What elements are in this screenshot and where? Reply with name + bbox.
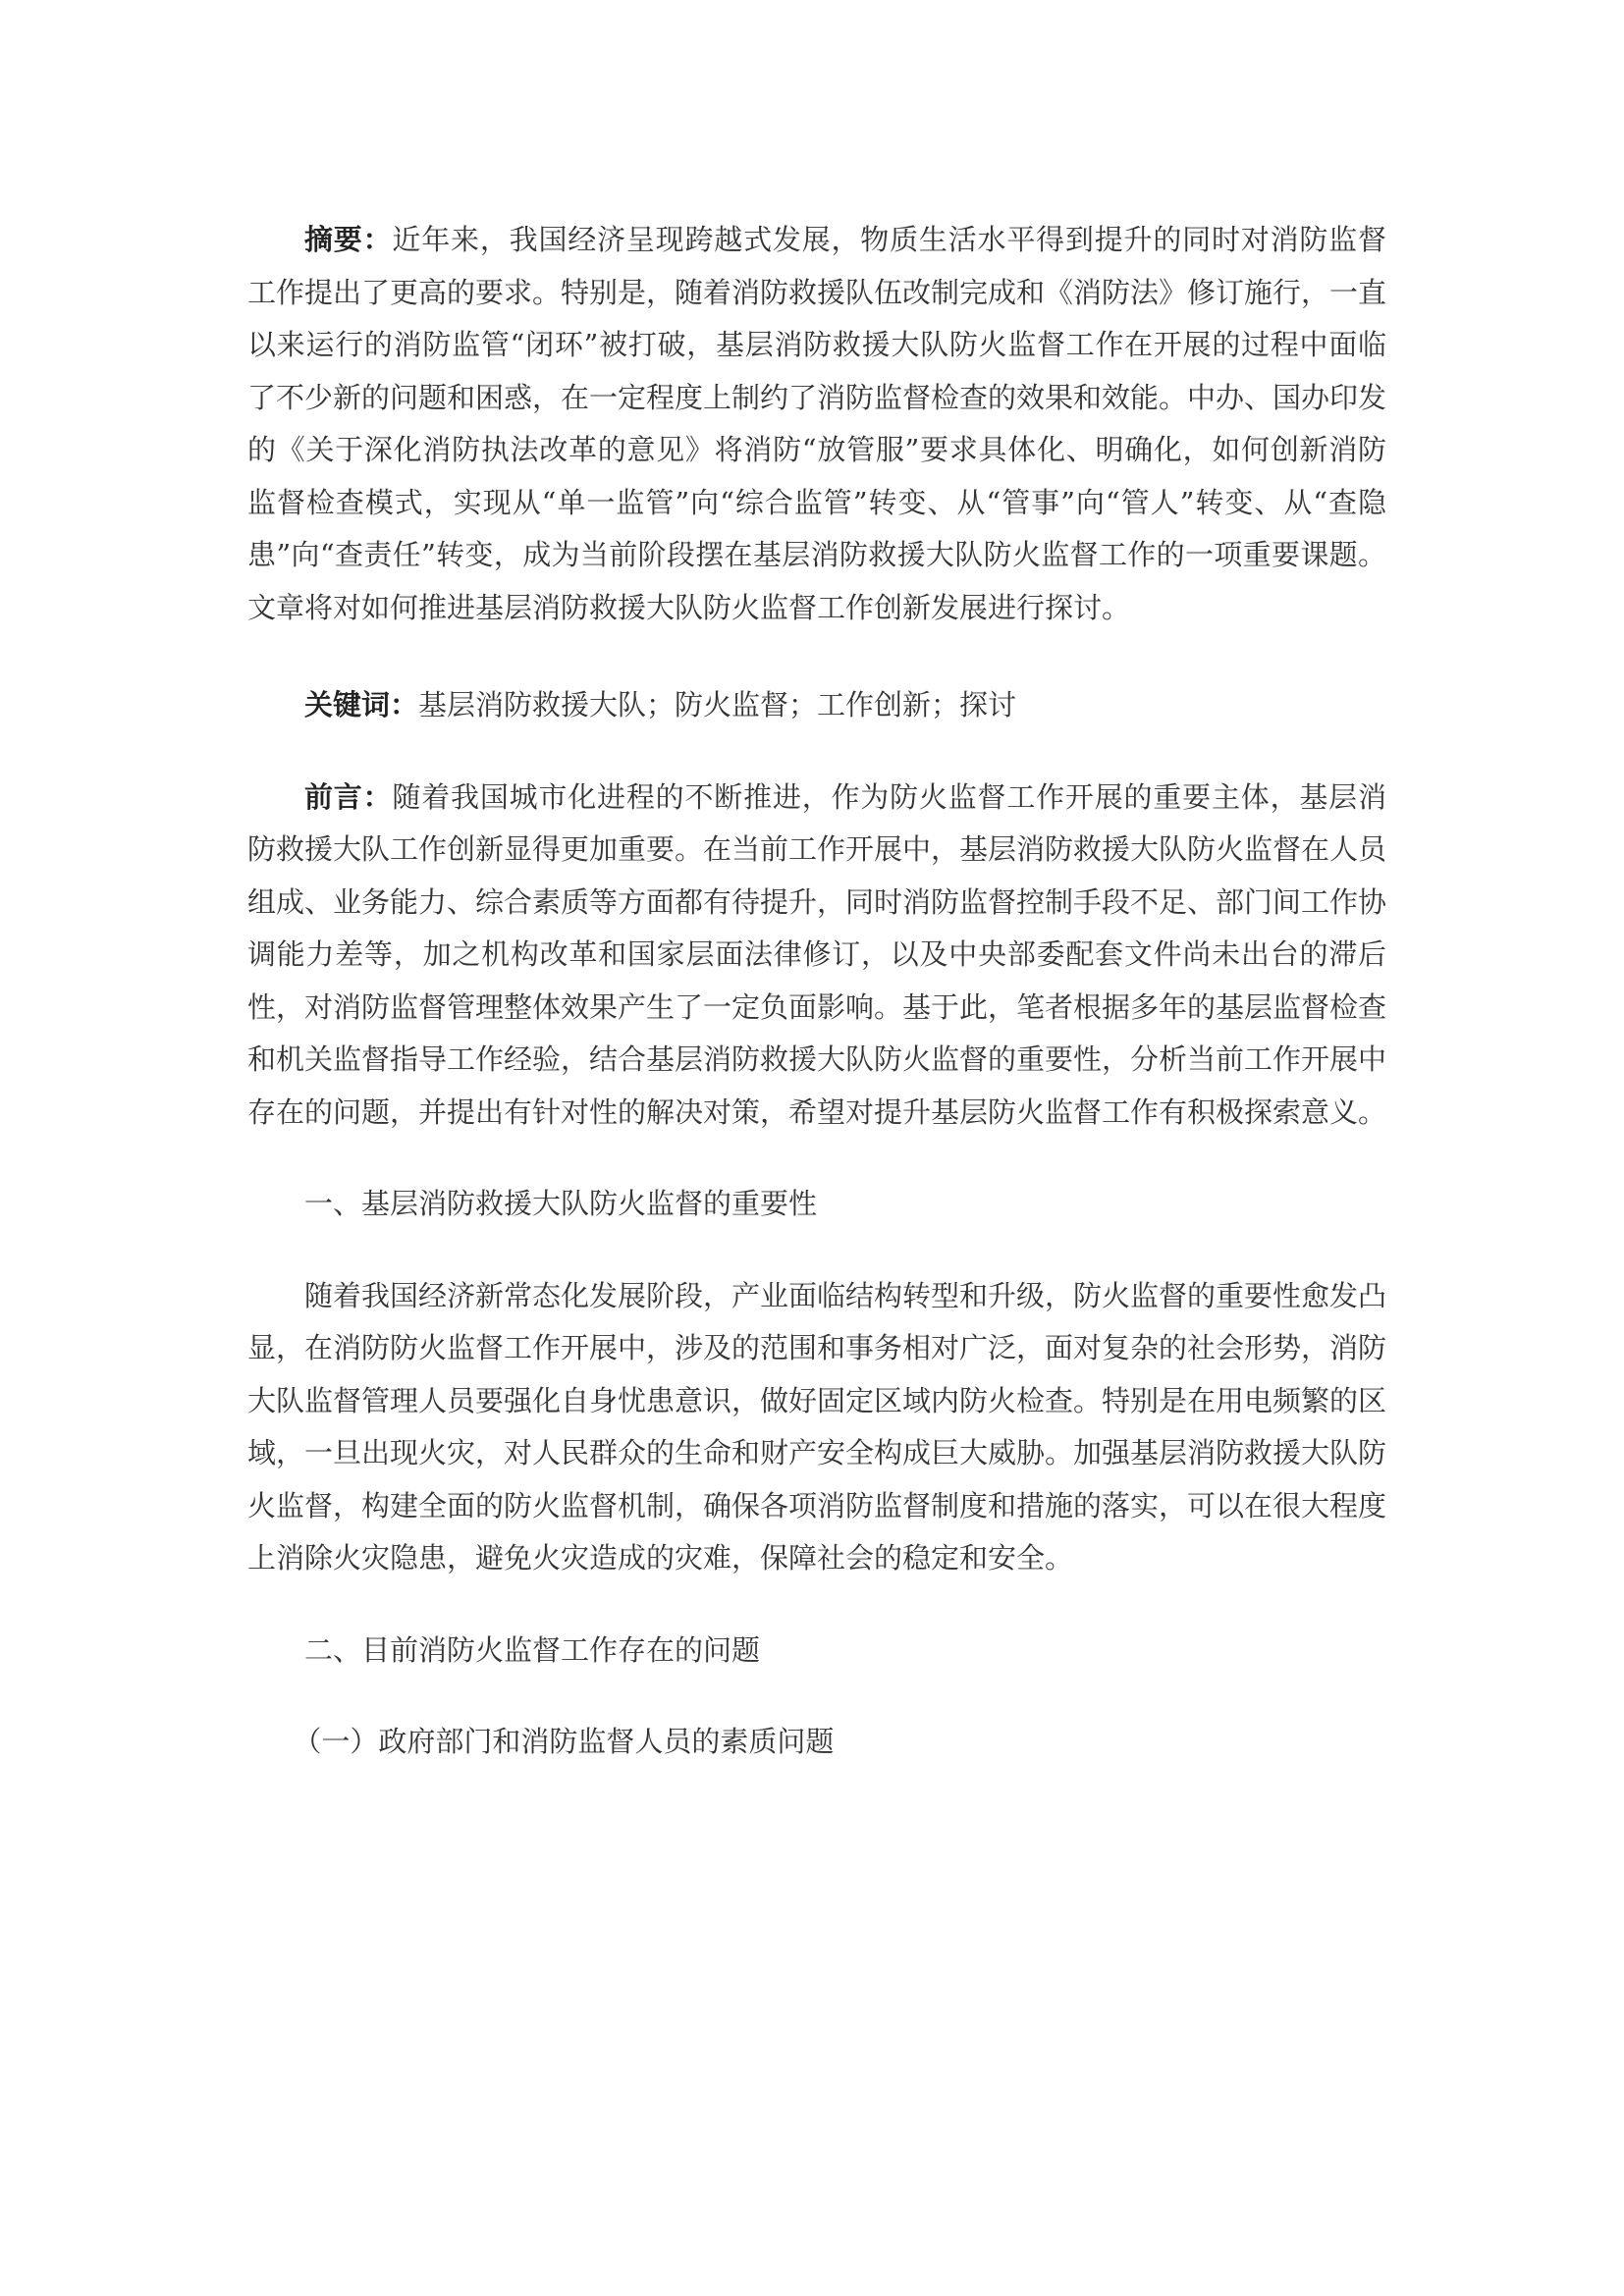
section2-heading: 二、目前消防火监督工作存在的问题 — [304, 1632, 761, 1667]
section1-heading: 一、基层消防救援大队防火监督的重要性 — [304, 1187, 818, 1220]
section1-paragraph: 随着我国经济新常态化发展阶段，产业面临结构转型和升级，防火监督的重要性愈发凸显，在消防防火监督工作开展中，涉及的范围和事务相对广泛，面对复杂的社会形势，消防大队监督管理人员要强化自身忧患意识，做好固定区域内防火检查。特别是在用电频繁的区域，一旦出现火灾，对人民群众的生命和财产安全构成巨大威胁。加强基层消防救援大队防火监督，构建全面的防火监督机制，确保各项消防监督制度和措施的落实，可以在很大程度上消除火灾隐患，避免火灾造成的灾难，保障社会的稳定和安全。 — [247, 1278, 1387, 1575]
keywords-paragraph — [247, 679, 1386, 732]
keywords-text: 基层消防救援大队；防火监督；工作创新；探讨 — [418, 688, 1017, 721]
abstract-text: 近年来，我国经济呈现跨越式发展，物质生活水平得到提升的同时对消防监督工作提出了更高的要求。特别是，随着消防救援队伍改制完成和《消防法》修订施行，一直以来运行的消防监管“闭环”被打破，基层消防救援大队防火监督工作在开展的过程中面临了不少新的问题和困惑，在一定程度上制约了消防监督检查的效果和效能。中办、国办印发的《关于深化消防执法改革的意见》将消防“放管服”要求具体化、明确化，如何创新消防监督检查模式，实现从“单一监管”向“综合监管”转变、从“管事”向“管人”转变、从“查隐患”向“查责任”转变，成为当前阶段摆在基层消防救援大队防火监督工作的一项重要课题。文章将对如何推进基层消防救援大队防火监督工作创新发展进行探讨。 — [247, 223, 1387, 624]
section2-subheading: （一）政府部门和消防监督人员的素质问题 — [293, 1725, 835, 1758]
keywords-label: 关键词： — [304, 688, 419, 721]
preface-label: 前言： — [304, 779, 393, 814]
document-body — [247, 214, 1386, 1769]
preface-text: 随着我国城市化进程的不断推进，作为防火监督工作开展的重要主体，基层消防救援大队工作创新显得更加重要。在当前工作开展中，基层消防救援大队防火监督在人员组成、业务能力、综合素质等方面都有待提升，同时消防监督控制手段不足、部门间工作协调能力差等，加之机构改革和国家层面法律修订，以及中央部委配套文件尚未出台的滞后性，对消防监督管理整体效果产生了一定负面影响。基于此，笔者根据多年的基层监督检查和机关监督指导工作经验，结合基层消防救援大队防火监督的重要性，分析当前工作开展中存在的问题，并提出有针对性的解决对策，希望对提升基层防火监督工作有积极探索意义。 — [247, 779, 1387, 1129]
abstract-label: 摘要： — [304, 223, 393, 256]
abstract-paragraph — [247, 214, 1386, 634]
preface-paragraph — [247, 772, 1386, 1140]
